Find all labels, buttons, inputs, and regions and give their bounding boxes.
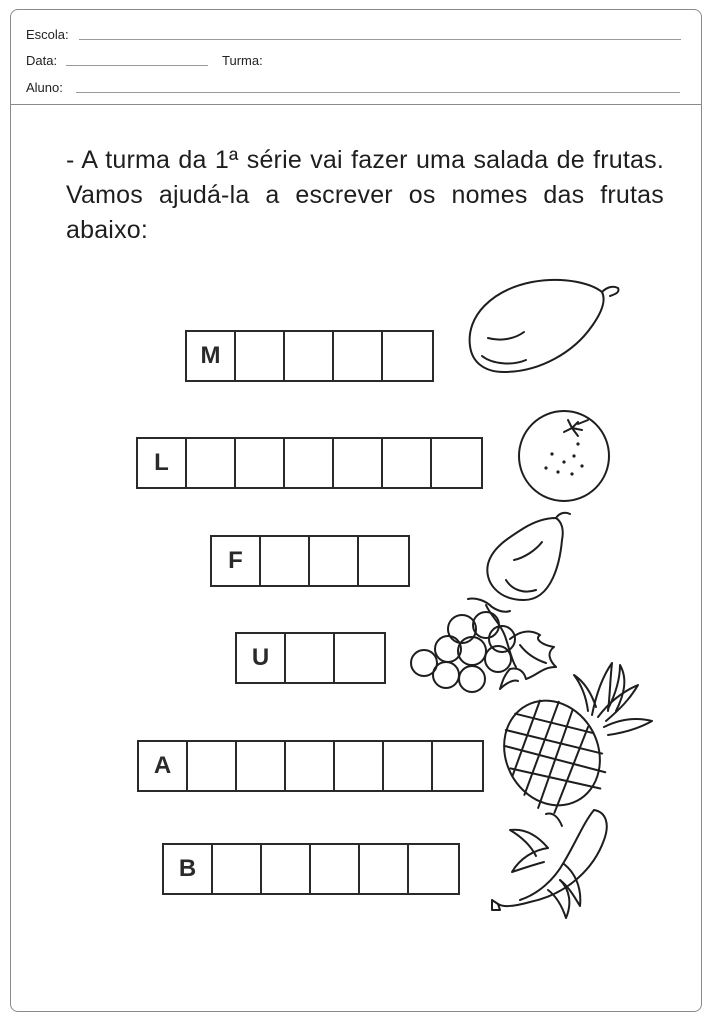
letter-box-initial: M: [187, 332, 236, 380]
letter-box[interactable]: [311, 845, 360, 893]
letter-box[interactable]: [409, 845, 458, 893]
letter-box-initial: F: [212, 537, 261, 585]
pineapple-icon: [492, 655, 657, 815]
letter-box[interactable]: [334, 332, 383, 380]
date-field[interactable]: [66, 65, 208, 66]
orange-icon: [516, 414, 612, 498]
word-row-b: [162, 843, 460, 895]
letter-box[interactable]: [213, 845, 262, 893]
school-label: Escola:: [26, 27, 69, 42]
letter-box[interactable]: [334, 439, 383, 487]
letter-box-initial: B: [164, 845, 213, 893]
letter-box-initial: A: [139, 742, 188, 790]
word-row-l: [136, 437, 483, 489]
letter-box[interactable]: [236, 332, 285, 380]
letter-box[interactable]: [359, 537, 408, 585]
papaya-icon: [462, 276, 622, 376]
letter-box[interactable]: [384, 742, 433, 790]
word-row-f: [210, 535, 410, 587]
letter-box[interactable]: [360, 845, 409, 893]
fig-icon: [480, 510, 575, 605]
letter-box[interactable]: [433, 742, 482, 790]
header-divider: [10, 104, 702, 105]
word-row-a: [137, 740, 484, 792]
letter-box[interactable]: [236, 439, 285, 487]
letter-box[interactable]: [237, 742, 286, 790]
class-label: Turma:: [222, 53, 263, 68]
letter-box[interactable]: [286, 634, 335, 682]
school-field[interactable]: [79, 39, 681, 40]
letter-box[interactable]: [335, 634, 384, 682]
letter-box[interactable]: [310, 537, 359, 585]
letter-box[interactable]: [188, 742, 237, 790]
letter-box[interactable]: [335, 742, 384, 790]
letter-box[interactable]: [285, 332, 334, 380]
letter-box[interactable]: [262, 845, 311, 893]
banana-icon: [490, 806, 615, 921]
student-label: Aluno:: [26, 80, 63, 95]
letter-box-initial: U: [237, 634, 286, 682]
letter-box[interactable]: [383, 332, 432, 380]
letter-box[interactable]: [285, 439, 334, 487]
letter-box-initial: L: [138, 439, 187, 487]
word-row-m: [185, 330, 434, 382]
letter-box[interactable]: [187, 439, 236, 487]
date-label: Data:: [26, 53, 58, 68]
instruction-text: - A turma da 1ª série vai fazer uma salada de frutas. Vamos ajudá-la a escrever os nomes das frutas abaixo:: [66, 146, 664, 244]
student-field[interactable]: [76, 92, 680, 93]
letter-box[interactable]: [286, 742, 335, 790]
letter-box[interactable]: [383, 439, 432, 487]
letter-box[interactable]: [261, 537, 310, 585]
word-row-u: [235, 632, 386, 684]
letter-box[interactable]: [432, 439, 481, 487]
